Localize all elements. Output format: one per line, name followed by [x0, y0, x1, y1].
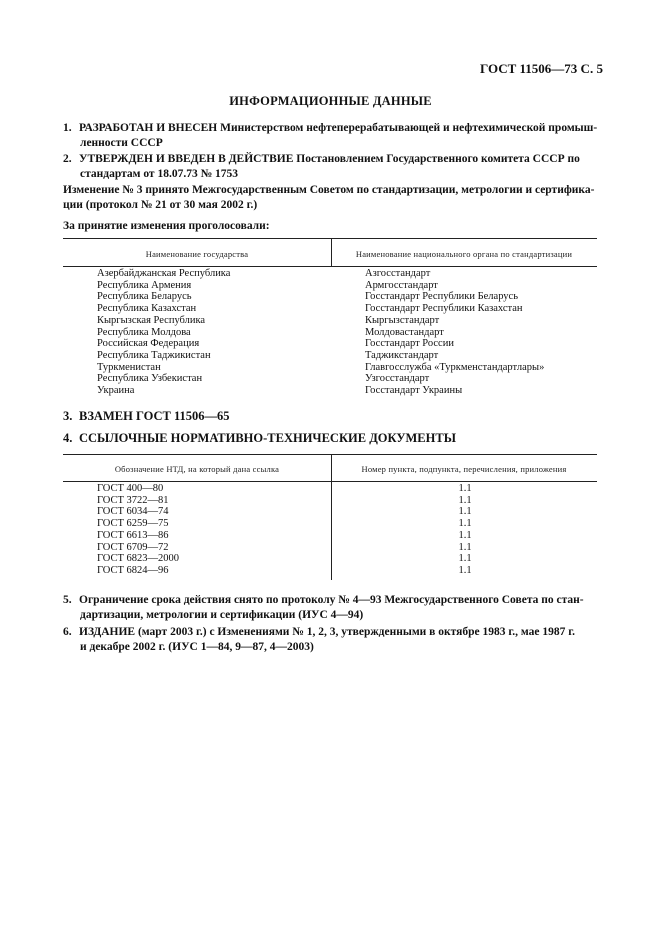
item-2-number: 2.	[63, 153, 72, 165]
item-2-line-2: стандартам от 18.07.73 № 1753	[80, 168, 239, 180]
body-cell: Кыргызстандарт	[365, 314, 440, 326]
ref-table-items	[332, 483, 598, 577]
state-cell: Республика Казахстан	[97, 303, 197, 315]
item-4-text: ССЫЛОЧНЫЕ НОРМАТИВНО-ТЕХНИЧЕСКИЕ ДОКУМЕНТЫ	[79, 431, 456, 445]
item-2-line-1: УТВЕРЖДЕН И ВВЕДЕН В ДЕЙСТВИЕ Постановлением Государственного комитета СССР по	[79, 153, 580, 165]
doc-cell: ГОСТ 6824—96	[97, 564, 169, 576]
change-note-line-2: ции (протокол № 21 от 30 мая 2002 г.)	[63, 199, 258, 211]
body-cell: Главгосслужба «Туркменстандартлары»	[365, 361, 545, 373]
change-note-line-1: Изменение № 3 принято Межгосударственным Советом по стандартизации, метрологии и сертифика-	[63, 184, 595, 196]
change-note	[63, 183, 603, 213]
item-5	[63, 593, 603, 623]
ref-table-header-rule	[63, 481, 597, 482]
doc-cell: ГОСТ 6823—2000	[97, 553, 180, 565]
body-cell: Армгосстандарт	[365, 279, 438, 291]
state-cell: Республика Узбекистан	[97, 373, 203, 385]
state-cell: Республика Молдова	[97, 326, 191, 338]
body-cell: Госстандарт Республики Беларусь	[365, 291, 519, 303]
body-cell: Госстандарт России	[365, 338, 454, 350]
doc-cell: ГОСТ 3722—81	[97, 494, 169, 506]
item-3-number: 3.	[63, 409, 73, 423]
doc-cell: ГОСТ 6613—86	[97, 529, 169, 541]
item-3-text: ВЗАМЕН ГОСТ 11506—65	[79, 409, 230, 423]
doc-cell: ГОСТ 400—80	[97, 483, 164, 494]
body-cell: Таджикстандарт	[365, 349, 439, 361]
ref-table-docs	[97, 483, 179, 577]
page-header-ref: ГОСТ 11506—73 С. 5	[480, 61, 603, 76]
ref-table-header-doc: Обозначение НТД, на который дана ссылка	[114, 464, 280, 474]
voting-table-header-body: Наименование национального органа по стандартизации	[355, 249, 573, 259]
item-5-line-2: дартизации, метрологии и сертификации (ИУС 4—94)	[80, 609, 364, 621]
voting-table-bodies	[365, 268, 544, 397]
item-3	[63, 409, 230, 424]
doc-cell: ГОСТ 6034—74	[97, 506, 169, 518]
item-1-line-1: РАЗРАБОТАН И ВНЕСЕН Министерством нефтеперерабатывающей и нефтехимической промыш-	[79, 122, 598, 134]
item-cell: 1.1	[458, 541, 472, 553]
item-6	[63, 625, 603, 655]
voting-table-header-state: Наименование государства	[145, 249, 249, 259]
state-cell: Республика Армения	[97, 279, 192, 291]
voting-table-top-rule	[63, 238, 597, 239]
state-cell: Туркменистан	[97, 361, 161, 373]
item-4	[63, 431, 456, 446]
item-4-number: 4.	[63, 431, 73, 445]
item-1	[63, 121, 603, 151]
voting-table-states	[97, 268, 230, 397]
body-cell: Молдовастандарт	[365, 326, 444, 338]
item-6-number: 6.	[63, 626, 72, 638]
state-cell: Украина	[97, 385, 135, 397]
doc-cell: ГОСТ 6709—72	[97, 541, 169, 553]
item-cell: 1.1	[458, 553, 472, 565]
item-cell: 1.1	[458, 564, 472, 576]
ref-table-header-item: Номер пункта, подпункта, перечисления, приложения	[361, 464, 567, 474]
page-title: ИНФОРМАЦИОННЫЕ ДАННЫЕ	[229, 94, 432, 108]
item-cell: 1.1	[458, 518, 472, 530]
body-cell: Госстандарт Украины	[365, 385, 463, 397]
voted-label: За принятие изменения проголосовали:	[63, 220, 270, 232]
state-cell: Российская Федерация	[97, 338, 200, 350]
item-5-number: 5.	[63, 594, 72, 606]
item-1-number: 1.	[63, 122, 72, 134]
item-6-line-2: и декабре 2002 г. (ИУС 1—84, 9—87, 4—2003)	[80, 641, 314, 653]
ref-table-top-rule	[63, 454, 597, 455]
body-cell: Госстандарт Республики Казахстан	[365, 303, 523, 315]
item-cell: 1.1	[458, 506, 472, 518]
state-cell: Кыргызская Республика	[97, 314, 206, 326]
state-cell: Республика Беларусь	[97, 291, 192, 303]
item-2	[63, 152, 603, 182]
item-cell: 1.1	[458, 494, 472, 506]
item-6-line-1: ИЗДАНИЕ (март 2003 г.) с Изменениями № 1, 2, 3, утвержденными в октябре 1983 г., мае 1987 г.	[79, 626, 576, 638]
state-cell: Азербайджанская Республика	[97, 268, 231, 279]
item-5-line-1: Ограничение срока действия снято по протоколу № 4—93 Межгосударственного Совета по стан-	[79, 594, 584, 606]
voting-table-header-rule	[63, 266, 597, 267]
body-cell: Узгосстандарт	[365, 373, 430, 385]
item-1-line-2: ленности СССР	[80, 137, 163, 149]
body-cell: Азгосстандарт	[365, 268, 431, 279]
item-cell: 1.1	[458, 529, 472, 541]
doc-cell: ГОСТ 6259—75	[97, 518, 169, 530]
state-cell: Республика Таджикистан	[97, 349, 211, 361]
item-cell: 1.1	[458, 483, 472, 494]
